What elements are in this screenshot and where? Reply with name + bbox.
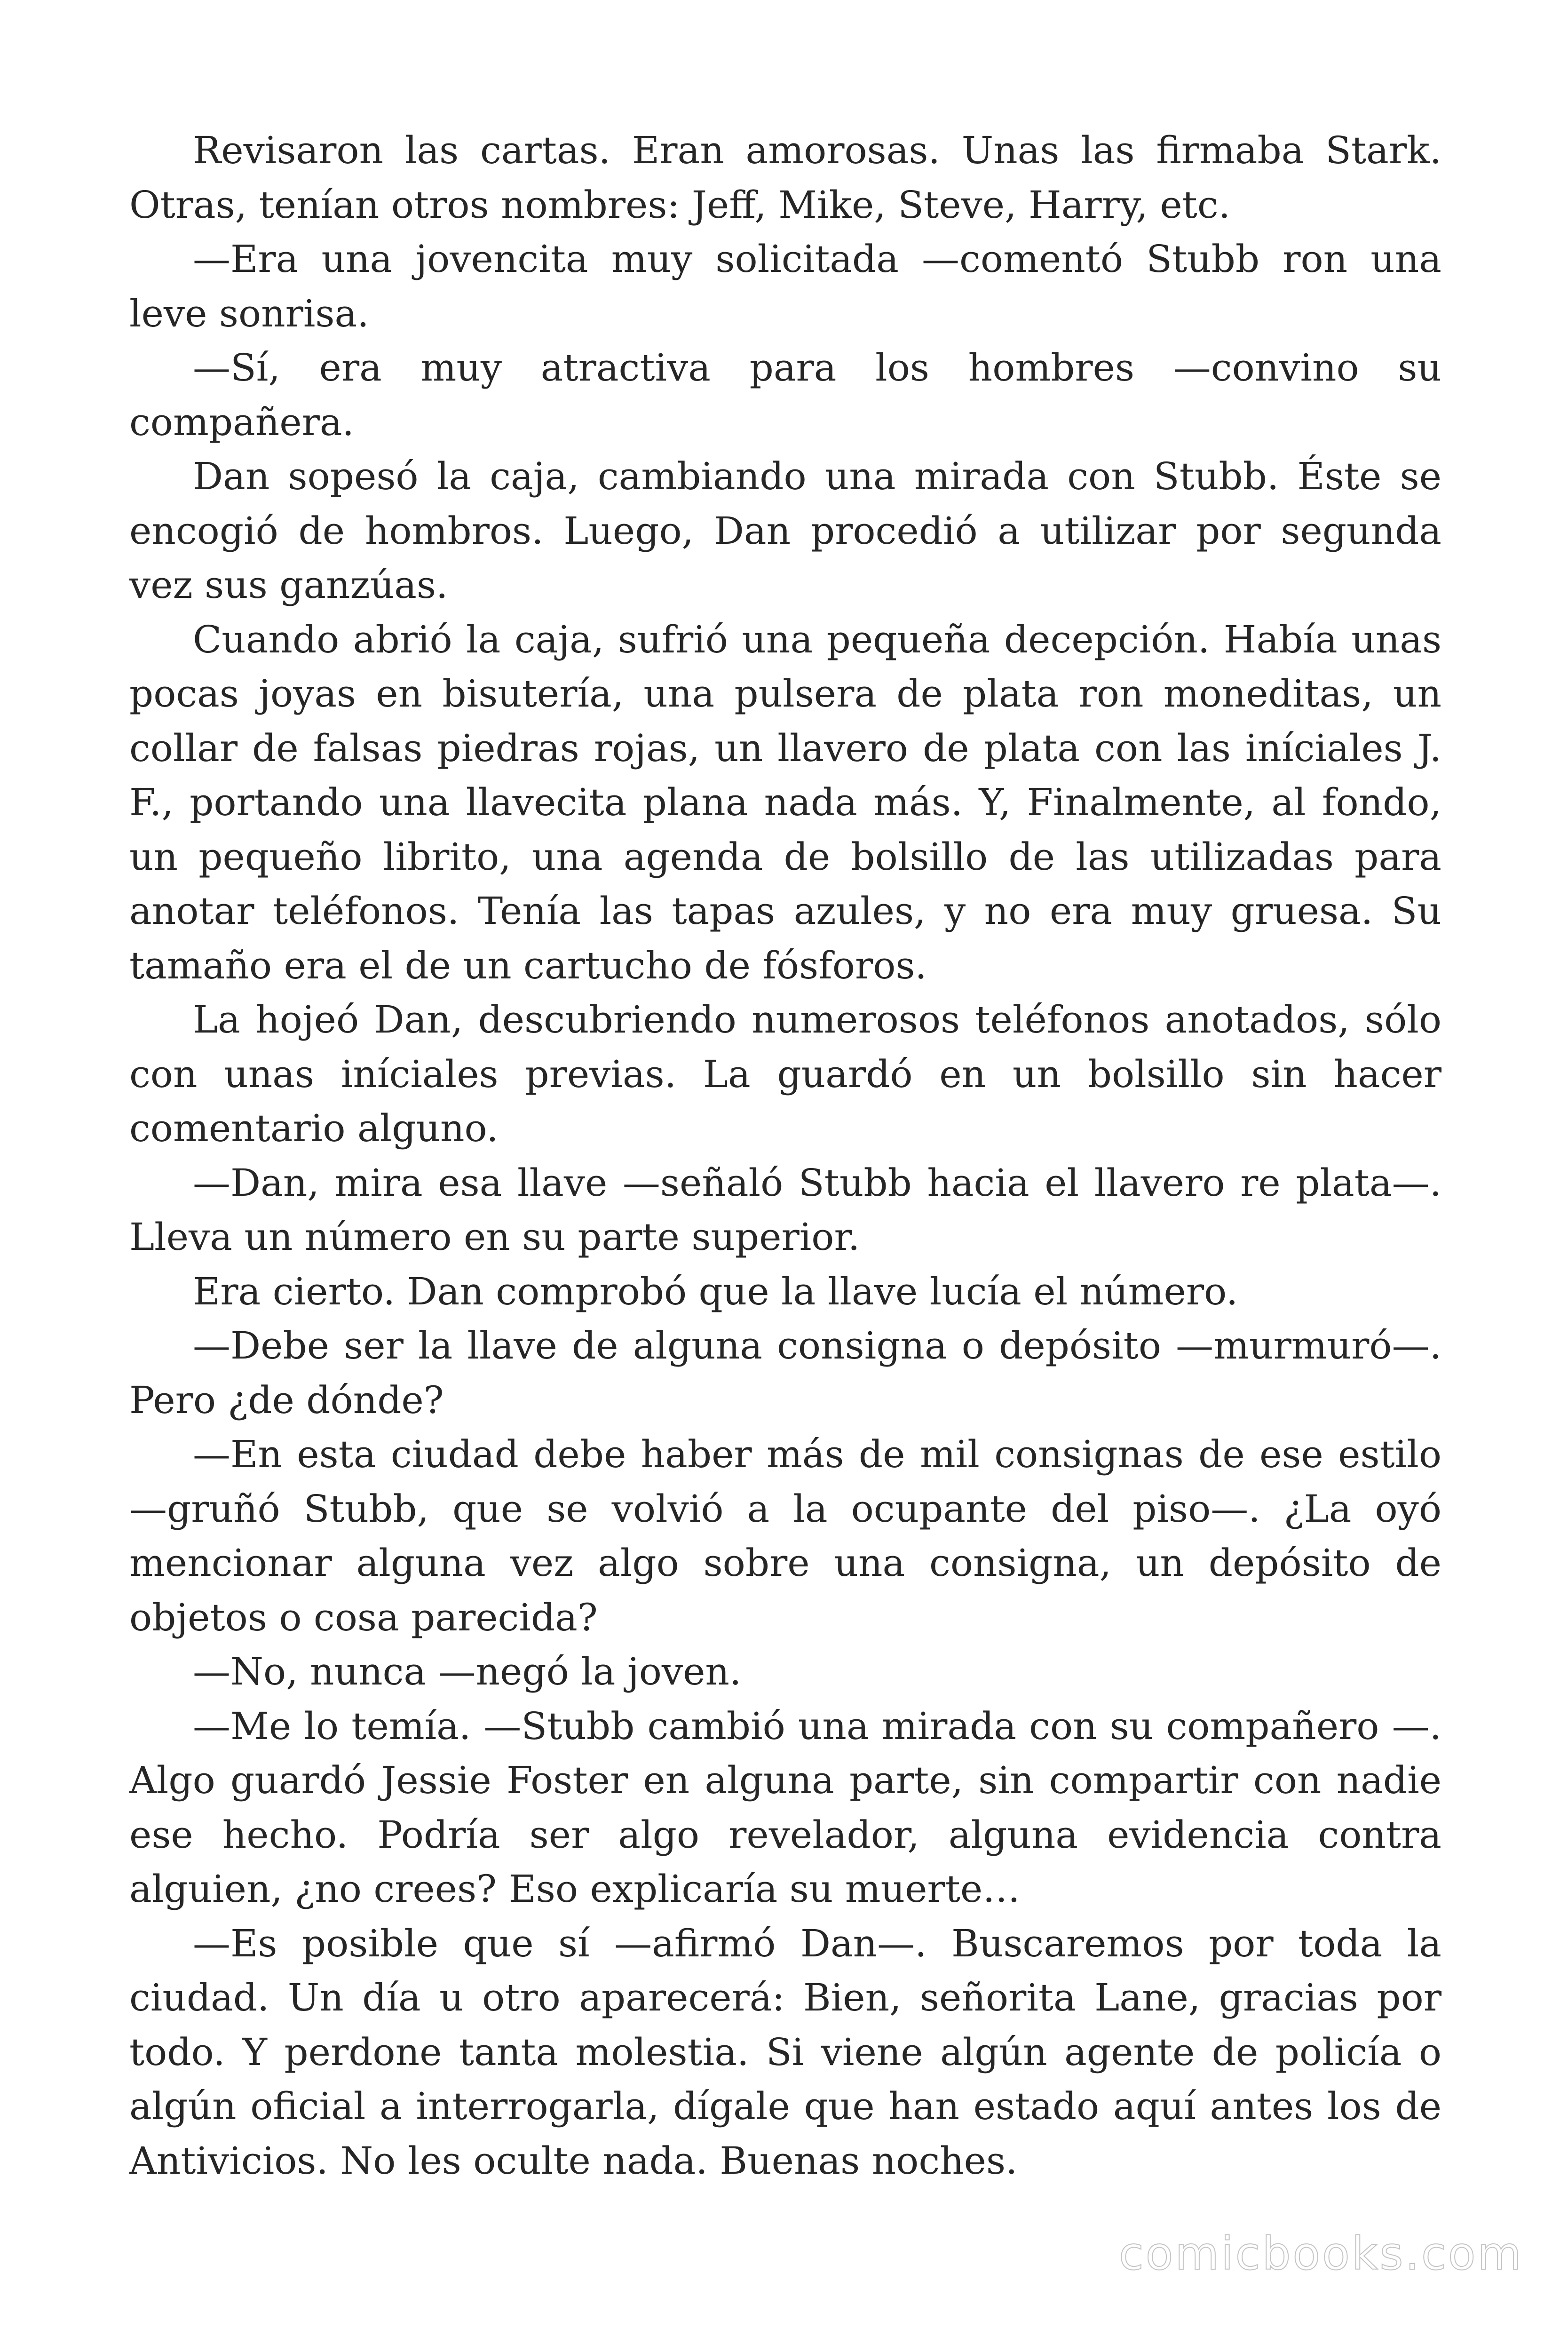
paragraph: Cuando abrió la caja, sufrió una pequeña decepción. Había unas pocas joyas en bisutería, una pulsera de plata ron moneditas, un collar de falsas piedras rojas, un llavero de plata con las iníciales J. F., portando una llavecita plana nada más. Y, Finalmente, al fondo, un pequeño librito, una agenda de bolsillo de las utilizadas para anotar teléfonos. Tenía las tapas azules, y no era muy gruesa. Su tamaño era el de un cartucho de fósforos. (129, 617, 1441, 987)
paragraph: —Es posible que sí —afirmó Dan—. Buscaremos por toda la ciudad. Un día u otro aparecerá: Bien, señorita Lane, gracias por todo. Y perdone tanta molestia. Si viene algún agente de policía o algún oficial a interrogarla, dígale que han estado aquí antes los de Antivicios. No les oculte nada. Buenas noches. (129, 1921, 1441, 2183)
paragraph: —Debe ser la llave de alguna consigna o depósito —murmuró—. Pero ¿de dónde? (129, 1324, 1441, 1422)
watermark: comicbooks.com (1118, 2227, 1523, 2280)
paragraph: —Sí, era muy atractiva para los hombres —convino su compañera. (129, 346, 1441, 444)
paragraph: La hojeó Dan, descubriendo numerosos teléfonos anotados, sólo con unas iníciales previas. La guardó en un bolsillo sin hacer comentario alguno. (129, 998, 1441, 1150)
paragraph: —En esta ciudad debe haber más de mil consignas de ese estilo —gruñó Stubb, que se volvió a la ocupante del piso—. ¿La oyó mencionar alguna vez algo sobre una consigna, un depósito de objetos o cosa parecida? (129, 1432, 1441, 1639)
paragraph: —Me lo temía. —Stubb cambió una mirada con su compañero —. Algo guardó Jessie Foster en alguna parte, sin compartir con nadie ese hecho. Podría ser algo revelador, alguna evidencia contra alguien, ¿no crees? Eso explicaría su muerte… (129, 1704, 1441, 1911)
paragraph: —No, nunca —negó la joven. (193, 1650, 742, 1693)
paragraph: Revisaron las cartas. Eran amorosas. Unas las firmaba Stark. Otras, tenían otros nombres: Jeff, Mike, Steve, Harry, etc. (129, 128, 1441, 227)
paragraph: Era cierto. Dan comprobó que la llave lucía el número. (193, 1269, 1238, 1313)
body-text (129, 123, 1441, 2188)
paragraph: —Era una jovencita muy solicitada —comentó Stubb ron una leve sonrisa. (129, 237, 1441, 335)
paragraph: Dan sopesó la caja, cambiando una mirada con Stubb. Éste se encogió de hombros. Luego, Dan procedió a utilizar por segunda vez sus ganzúas. (129, 454, 1441, 607)
paragraph: —Dan, mira esa llave —señaló Stubb hacia el llavero re plata—. Lleva un número en su parte superior. (129, 1160, 1441, 1259)
